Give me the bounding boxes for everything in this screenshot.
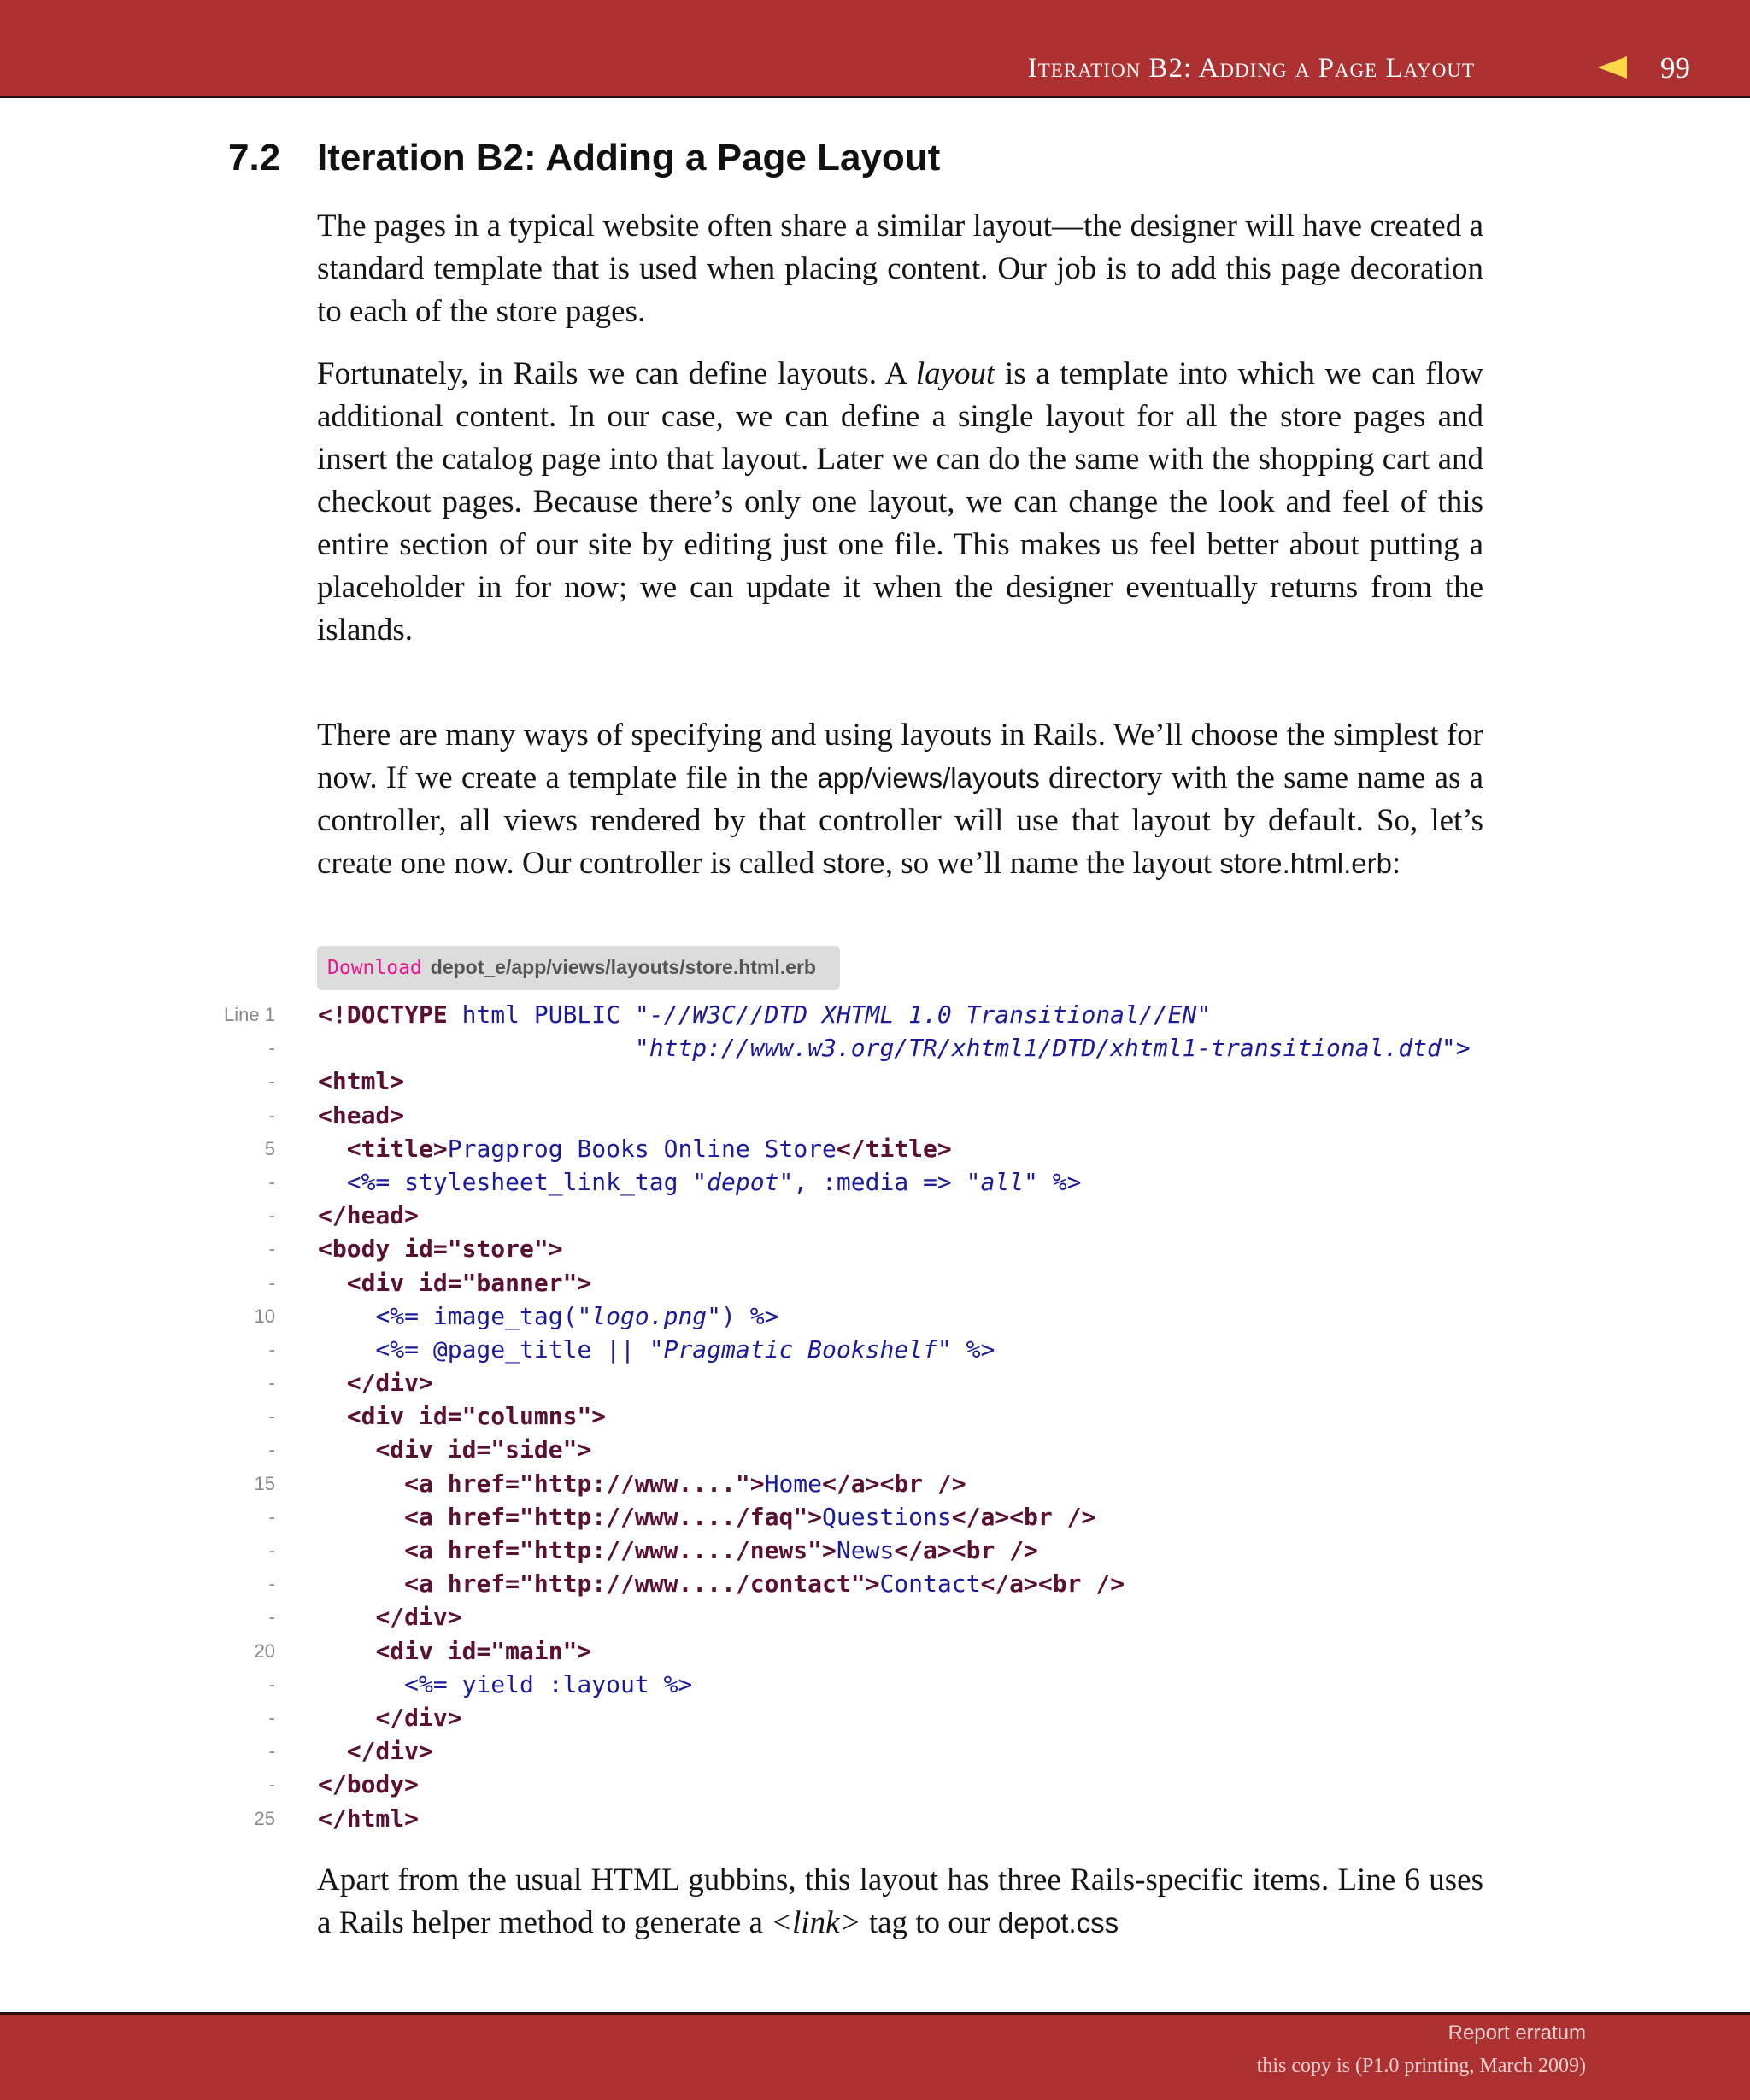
code-line-text: <title>Pragprog Books Online Store</title>: [346, 1134, 952, 1163]
code-line-text: <%= stylesheet_link_tag "depot", :media => "all" %>: [318, 1167, 1082, 1196]
code-line-text: </body>: [318, 1770, 420, 1799]
link-tag-term: <link>: [771, 1905, 861, 1940]
code-line: [205, 1266, 1538, 1299]
code-line-number: 10: [254, 1305, 275, 1327]
code-line: [205, 1802, 1538, 1835]
code-line: [205, 1668, 1538, 1701]
code-line: [205, 1768, 1538, 1801]
code-line-text: <%= yield :layout %>: [318, 1669, 693, 1698]
code-line-number: -: [268, 1540, 275, 1561]
code-line: [205, 1500, 1538, 1534]
css-file-name: depot.css: [997, 1907, 1119, 1939]
code-line: [205, 1634, 1538, 1668]
download-link[interactable]: Download: [327, 957, 422, 979]
code-line: [205, 1366, 1538, 1399]
term-layout: layout: [915, 356, 995, 391]
code-line-text: <a href="http://www....">Home</a><br />: [404, 1469, 966, 1498]
code-line-number: -: [268, 1037, 275, 1059]
code-line-number: -: [268, 1673, 275, 1695]
report-erratum-link[interactable]: Report erratum: [1448, 2021, 1586, 2044]
section-heading: [228, 137, 940, 179]
code-line: [205, 1399, 1538, 1433]
code-line-number: -: [268, 1405, 275, 1428]
code-line: [205, 1099, 1538, 1132]
paragraph-2: Fortunately, in Rails we can define layouts. A layout is a template into which we can flow additional content. In our case, we can define a single layout for all the store pages and insert the catalog page into that layout. Later we can do the same with the shopping cart and checkout pages. Because there’s only one layout, we can change the look and feel of this entire section of our site by editing just one file. This makes us feel better about putting a placeholder in for now; we can update it when the designer eventually returns from the islands.: [317, 356, 1483, 648]
section-number: 7.2: [228, 137, 281, 179]
directory-name: app/views/layouts: [817, 762, 1040, 794]
code-line-number: 5: [264, 1137, 275, 1159]
paragraph-1: The pages in a typical website often share a similar layout—the designer will have created a standard template that is used when placing content. Our job is to add this page decoration to each of the store pages.: [317, 208, 1483, 329]
code-line-number: -: [268, 1238, 275, 1260]
code-line: [205, 1600, 1538, 1634]
code-listing: [205, 998, 1538, 1835]
paragraph-3: There are many ways of specifying and using layouts in Rails. We’ll choose the simplest for now. If we create a template file in the app/views/layouts directory with the same name as a controller, all views rendered by that controller will use that layout by default. So, let’s create one now. Our controller is called store, so we’ll name the layout store.html.erb:: [317, 718, 1483, 881]
code-line-text: "http://www.w3.org/TR/xhtml1/DTD/xhtml1-transitional.dtd">: [634, 1034, 1471, 1063]
code-line-text: <div id="side">: [375, 1435, 592, 1464]
code-line-text: <%= @page_title || "Pragmatic Bookshelf" %>: [318, 1334, 995, 1364]
code-line-text: </div>: [375, 1703, 462, 1732]
code-line-number: -: [268, 1338, 275, 1360]
code-line-text: <a href="http://www..../news">News</a><br />: [404, 1536, 1038, 1564]
previous-page-triangle-icon[interactable]: [1598, 56, 1627, 79]
code-line-text: <!DOCTYPE html PUBLIC "-//W3C//DTD XHTML 1.0 Transitional//EN": [318, 1000, 1212, 1029]
section-title: Iteration B2: Adding a Page Layout: [317, 137, 941, 179]
code-line-number: -: [268, 1439, 275, 1461]
code-line-text: <%= image_tag("logo.png") %>: [318, 1301, 779, 1330]
code-line: [205, 1065, 1538, 1098]
code-line-number: 20: [254, 1640, 275, 1662]
code-line-number: -: [268, 1774, 275, 1796]
paragraph-4: Apart from the usual HTML gubbins, this layout has three Rails-specific items. Line 6 uses a Rails helper method to generate a <link> tag to our depot.css: [317, 1862, 1483, 1940]
code-line-number: -: [268, 1606, 275, 1628]
code-line-text: <div id="banner">: [346, 1268, 592, 1297]
code-line-text: <div id="main">: [375, 1636, 592, 1665]
code-line: [205, 1467, 1538, 1500]
copy-note: this copy is (P1.0 printing, March 2009): [1256, 2055, 1586, 2077]
code-line-number: -: [268, 1205, 275, 1227]
code-line: [205, 1701, 1538, 1734]
code-line-text: <head>: [318, 1100, 405, 1129]
code-line-number: -: [268, 1104, 275, 1126]
code-line: [205, 1333, 1538, 1366]
code-line-text: <a href="http://www..../contact">Contact</a><br />: [404, 1569, 1125, 1598]
code-line-text: <div id="columns">: [346, 1402, 607, 1431]
controller-name: store: [822, 848, 885, 879]
code-line-number: Line 1: [224, 1004, 275, 1025]
code-line-text: </div>: [346, 1369, 433, 1398]
code-line-number: -: [268, 1573, 275, 1595]
code-line-number: -: [268, 1505, 275, 1528]
code-line-number: 25: [254, 1807, 275, 1829]
code-line: [205, 1534, 1538, 1567]
code-line-number: 15: [254, 1472, 275, 1494]
file-name: store.html.erb: [1219, 848, 1393, 879]
header-bar: [0, 0, 1750, 98]
page-number: 99: [1660, 51, 1690, 85]
code-line-number: -: [268, 1271, 275, 1293]
code-line: [205, 1199, 1538, 1232]
code-line-number: -: [268, 1071, 275, 1093]
code-line-text: </div>: [375, 1603, 462, 1632]
code-line: [205, 998, 1538, 1031]
code-line-number: -: [268, 1170, 275, 1193]
code-line: [205, 1567, 1538, 1600]
code-line-text: <html>: [318, 1067, 405, 1096]
download-box: [317, 946, 840, 990]
code-line: [205, 1031, 1538, 1065]
code-line: [205, 1132, 1538, 1165]
code-line-number: -: [268, 1372, 275, 1394]
code-line-number: -: [268, 1740, 275, 1763]
code-line-text: <body id="store">: [318, 1235, 563, 1264]
code-line: [205, 1232, 1538, 1265]
download-path: depot_e/app/views/layouts/store.html.erb: [430, 956, 816, 978]
code-line-number: -: [268, 1706, 275, 1728]
running-head: Iteration B2: Adding a Page Layout: [1027, 53, 1475, 84]
code-line: [205, 1734, 1538, 1768]
code-line-text: </div>: [346, 1737, 433, 1766]
code-line-text: </html>: [318, 1804, 420, 1833]
code-line-text: <a href="http://www..../faq">Questions</a><br />: [404, 1502, 1096, 1531]
code-line: [205, 1165, 1538, 1199]
code-line: [205, 1433, 1538, 1466]
code-line-text: </head>: [318, 1201, 420, 1230]
code-line: [205, 1299, 1538, 1333]
